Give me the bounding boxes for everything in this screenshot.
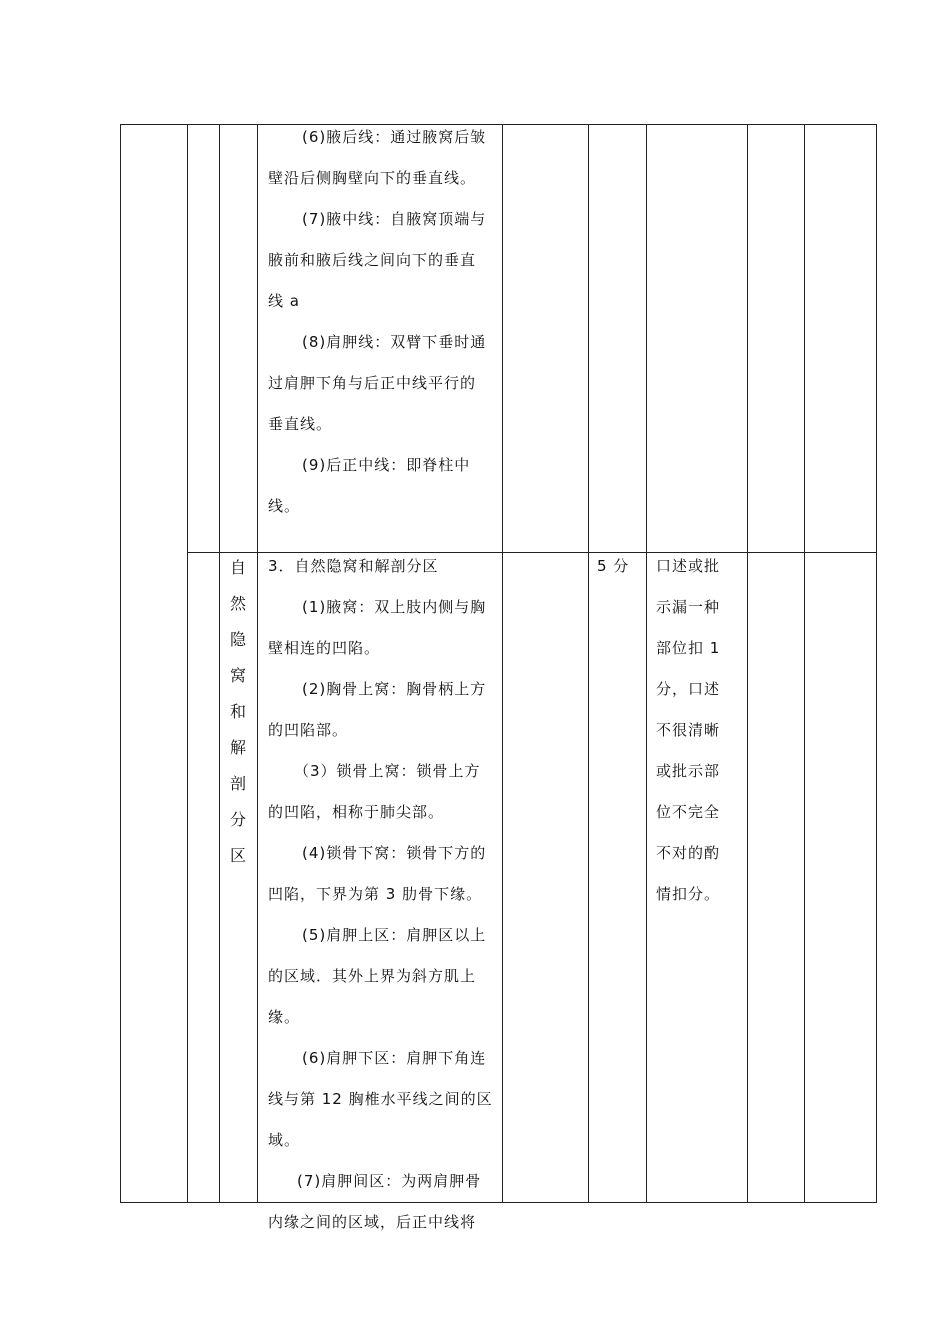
item-char: 窝 [229,666,247,685]
deduction-line: 分，口述 [656,680,721,698]
deduction-line: 示漏一种 [656,598,721,616]
content-line: (8)肩胛线：双臂下垂时通 [302,333,487,351]
content-line: 的区域．其外上界为斜方肌上 [268,967,477,985]
item-char: 然 [229,594,247,613]
row2-deduction [656,546,720,915]
content-line: (6)肩胛下区：肩胛下角连 [302,1049,487,1067]
col-border [257,124,258,1203]
item-char: 分 [229,810,247,829]
col-border [646,124,647,1203]
content-line: 域。 [268,1131,301,1149]
content-line: 的凹陷，相称于肺尖部。 [268,803,445,821]
content-line: （3）锁骨上窝：锁骨上方 [294,762,481,780]
content-line: (2)胸骨上窝：胸骨柄上方 [302,680,487,698]
content-line: 凹陷，下界为第 3 肋骨下缘。 [268,885,483,903]
deduction-line: 情扣分。 [656,885,721,903]
table-top-border [120,124,877,125]
item-char: 区 [229,846,247,865]
content-line: 腋前和腋后线之间向下的垂直 [268,251,477,269]
content-line: 线 a [268,292,300,310]
col-border [120,124,121,1203]
content-line: (4)锁骨下窝：锁骨下方的 [302,844,487,862]
deduction-line: 不对的酌 [656,844,721,862]
content-line: (6)腋后线：通过腋窝后皱 [302,128,487,146]
row2-content [268,546,493,1243]
content-line: 线与第 12 胸椎水平线之间的区 [268,1090,493,1108]
col-border [588,124,589,1203]
content-line: 壁相连的凹陷。 [268,639,381,657]
item-char: 解 [229,738,247,757]
content-line: 过肩胛下角与后正中线平行的 [268,374,477,392]
content-line: 垂直线。 [268,415,333,433]
deduction-line: 口述或批 [656,557,721,575]
col-border [187,124,188,1203]
table-bottom-border [120,1202,877,1203]
item-char: 和 [229,702,247,721]
score-value: 5 分 [597,557,630,575]
deduction-line: 或批示部 [656,762,721,780]
item-char: 隐 [229,630,247,649]
deduction-line: 位不完全 [656,803,721,821]
content-line: 的凹陷部。 [268,721,349,739]
deduction-line: 不很清晰 [656,721,721,739]
col-border [502,124,503,1203]
col-border [747,124,748,1203]
content-line: (7)肩胛间区：为两肩胛骨 [297,1172,482,1190]
content-line: (1)腋窝：双上肢内侧与胸 [302,598,487,616]
content-line: (5)肩胛上区：肩胛区以上 [302,926,487,944]
item-char: 自 [229,558,247,577]
row2-score [597,546,629,587]
content-line: (7)腋中线：自腋窝顶端与 [302,210,487,228]
content-line: 壁沿后侧胸壁向下的垂直线。 [268,169,477,187]
content-line: (9)后正中线：即脊柱中 [302,456,471,474]
content-line: 线。 [268,497,301,515]
row2-item-name [220,550,257,874]
content-line: 内缘之间的区域，后正中线将 [268,1213,477,1231]
row1-content [268,117,486,527]
content-heading: 3．自然隐窝和解剖分区 [268,557,439,575]
item-char: 剖 [229,774,247,793]
deduction-line: 部位扣 1 [656,639,721,657]
content-line: 缘。 [268,1008,301,1026]
col-border [804,124,805,1203]
col-border [876,124,877,1203]
